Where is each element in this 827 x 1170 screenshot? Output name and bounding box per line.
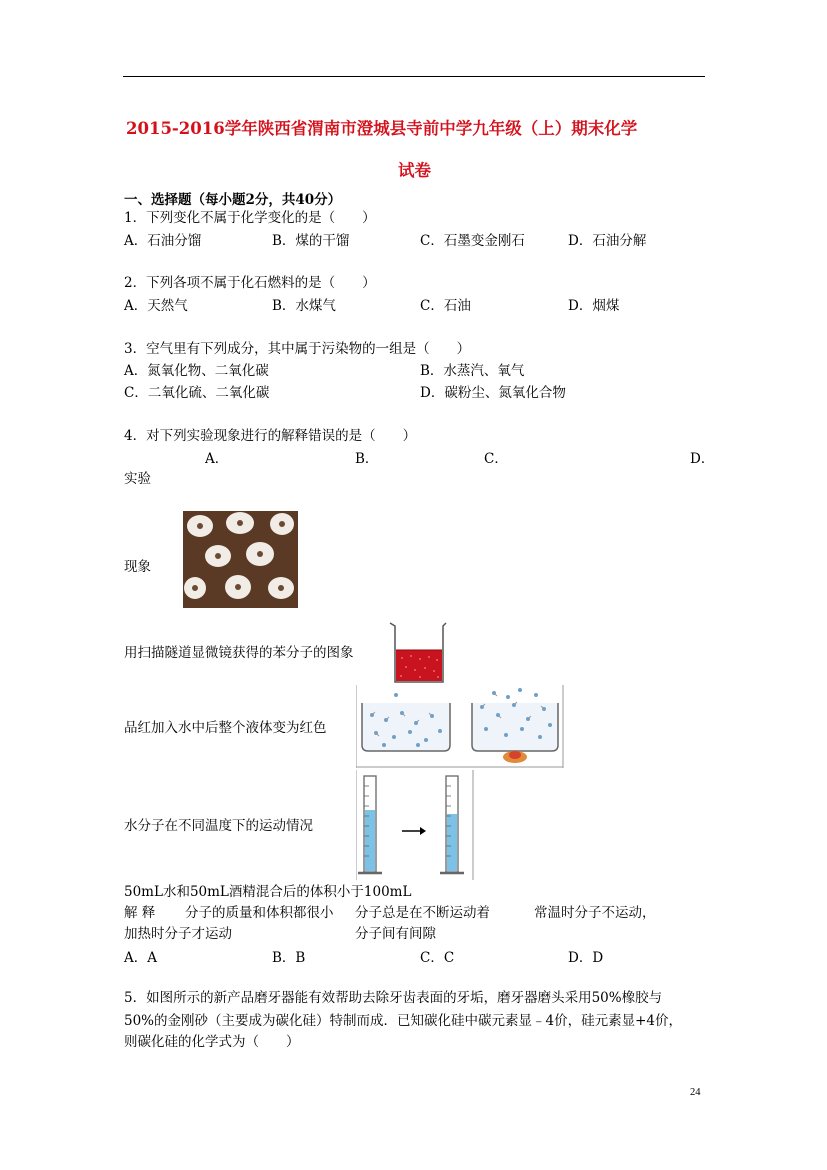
q3-option-a: A．氮氧化物、二氧化碳 — [124, 363, 269, 379]
q4-explain-c: 常温时分子不运动， — [534, 905, 656, 921]
q5-line3: 则碳化硅的化学式为（ ） — [124, 1034, 300, 1050]
q4-column-d: D． — [690, 451, 715, 467]
q4-phenomenon-d: 50mL水和50mL酒精混合后的体积小于100mL — [124, 884, 412, 900]
graduated-cylinders-image — [356, 770, 474, 880]
q2-stem: 2．下列各项不属于化石燃料的是（ ） — [124, 275, 376, 291]
page-number: 24 — [690, 1087, 701, 1098]
q2-option-c: C．石油 — [420, 298, 471, 314]
q4-row-phenomenon: 现象 — [124, 559, 151, 575]
q4-option-d: D．D — [568, 950, 604, 966]
header-rule — [123, 76, 705, 77]
q5-line2: 50%的金刚砂（主要成为碳化硅）特制而成．已知碳化硅中碳元素显﹣4价，硅元素显+4价， — [124, 1013, 682, 1029]
q4-column-b: B． — [355, 451, 379, 467]
q2-option-a: A．天然气 — [124, 298, 188, 314]
water-molecule-motion-image — [356, 685, 564, 768]
q4-explain-b: 分子总是在不断运动着 — [355, 905, 490, 921]
q4-explain-c-cont: 加热时分子才运动 — [124, 926, 232, 942]
q2-option-d: D．烟煤 — [568, 298, 620, 314]
beaker-red-liquid-image — [387, 620, 449, 685]
q4-phenomenon-c: 水分子在不同温度下的运动情况 — [124, 818, 313, 834]
doc-title-line1: 2015-2016学年陕西省渭南市澄城县寺前中学九年级（上）期末化学 — [126, 119, 638, 138]
q3-option-c: C．二氧化硫、二氧化碳 — [124, 385, 270, 401]
q4-row-explain: 解 释 — [124, 905, 156, 921]
q5-line1: 5．如图所示的新产品磨牙器能有效帮助去除牙齿表面的牙垢，磨牙器磨头采用50%橡胶与 — [124, 990, 663, 1006]
q4-option-c: C．C — [420, 950, 455, 966]
q4-column-c: C． — [484, 451, 508, 467]
q2-option-b: B．水煤气 — [272, 298, 336, 314]
q4-row-experiment: 实验 — [124, 471, 151, 487]
q1-option-a: A．石油分馏 — [124, 233, 202, 249]
q4-phenomenon-b: 品红加入水中后整个液体变为红色 — [124, 720, 327, 736]
q3-option-b: B．水蒸汽、氧气 — [420, 363, 525, 379]
section-heading: 一、选择题（每小题2分，共40分） — [124, 192, 342, 208]
q4-option-b: B．B — [272, 950, 306, 966]
q4-option-a: A．A — [124, 950, 157, 966]
q1-option-d: D．石油分解 — [568, 233, 647, 249]
q3-option-d: D．碳粉尘、氮氧化合物 — [420, 385, 566, 401]
q3-stem: 3．空气里有下列成分，其中属于污染物的一组是（ ） — [124, 341, 471, 357]
benzene-stm-image — [183, 511, 298, 608]
q1-option-b: B．煤的干馏 — [272, 233, 350, 249]
q4-column-a: A． — [205, 451, 229, 467]
q4-stem: 4．对下列实验现象进行的解释错误的是（ ） — [124, 428, 417, 444]
q4-explain-a: 分子的质量和体积都很小 — [185, 905, 334, 921]
q1-option-c: C．石墨变金刚石 — [420, 233, 525, 249]
q4-phenomenon-a: 用扫描隧道显微镜获得的苯分子的图象 — [124, 645, 354, 661]
q1-stem: 1．下列变化不属于化学变化的是（ ） — [124, 210, 376, 226]
doc-title-line2: 试卷 — [398, 161, 431, 180]
q4-explain-d: 分子间有间隙 — [355, 926, 436, 942]
